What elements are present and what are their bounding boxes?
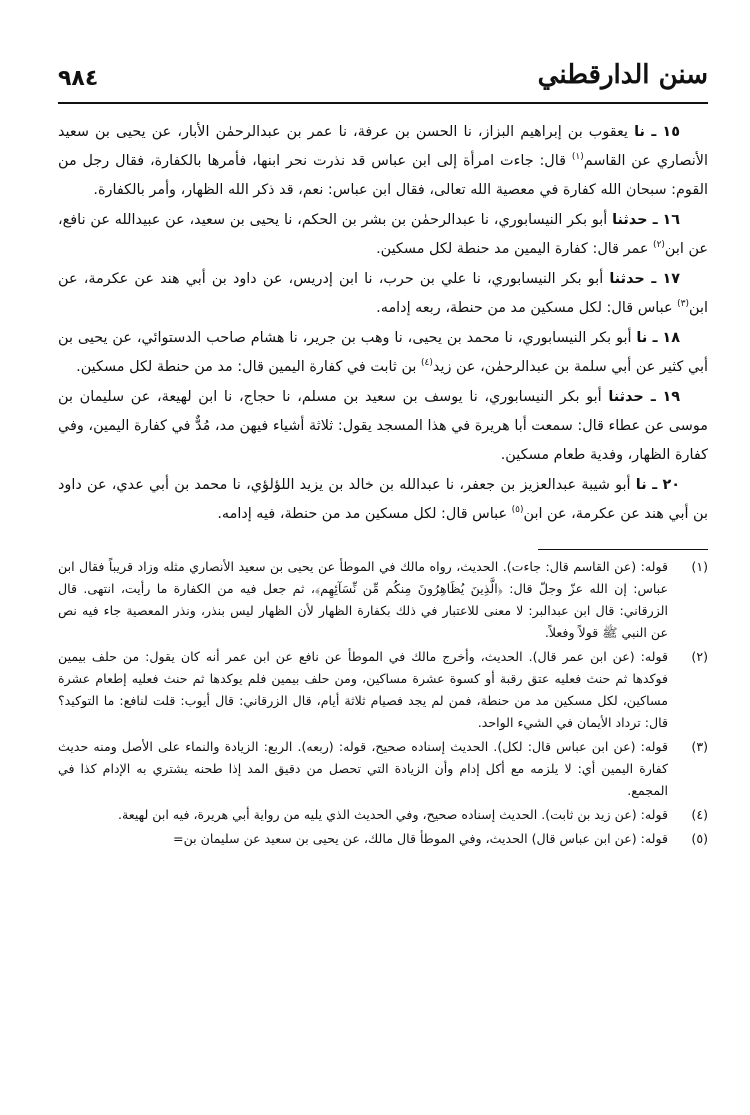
hadith-body: أبو شيبة عبدالعزيز بن جعفر، نا عبدالله بن خالد بن يزيد اللؤلؤي، نا محمد بن أبي عدي، عن داود بن أبي هند عن عكرمة، عن ابن: [58, 477, 708, 522]
hadith-chain-word: نا: [635, 477, 647, 493]
hadith-body: أبو بكر النيسابوري، نا علي بن حرب، نا ابن إدريس، عن داود بن أبي هند عن عكرمة، عن ابن: [58, 271, 708, 316]
footnote-5: [58, 828, 708, 850]
hadith-body: عمر قال: كفارة اليمين مد حنطة لكل مسكين.: [376, 241, 654, 257]
footnote-number: (٣): [691, 739, 708, 754]
hadith-chain-word: حدثنا: [612, 212, 648, 228]
hadith-number: ١٧: [662, 271, 681, 287]
hadith-body: أبو بكر النيسابوري، نا يوسف بن سعيد بن مسلم، نا حجاج، نا ابن لهيعة، عن سليمان بن موسى عن عطاء قال: سمعت أبا هريرة في هذا المسجد يقول: ثلاثة أشياء فيهن مد، مُدٌّ في كفارة اليمين، وفي كفارة الظهار، وفدية طعام مسكين.: [58, 389, 708, 463]
footnote-number: (٤): [691, 807, 708, 822]
footnote-divider: [538, 549, 708, 550]
hadith-chain-word: حدثنا: [609, 271, 645, 287]
footnote-ref[interactable]: (٢): [653, 240, 665, 251]
footnote-number: (٢): [691, 649, 708, 664]
hadith-18: ١٨ ـ نا أبو بكر النيسابوري، نا محمد بن يحيى، نا وهب بن جرير، نا هشام صاحب الدستوائي، عن يحيى بن أبي كثير عن أبي سلمة بن عبدالرحمٰن، عن زيد$^{(٤)}$ بن ثابت في كفارة اليمين قال: مد من حنطة لكل مسكين.: [58, 330, 708, 375]
hadith-text: [58, 118, 708, 529]
hadith-chain-word: نا: [636, 330, 648, 346]
hadith-number: ١٩: [662, 389, 681, 405]
book-page: [58, 60, 708, 1100]
hadith-number: ١٨: [662, 330, 680, 346]
footnote-text: قوله: (عن القاسم قال: جاءت). الحديث، رواه مالك في الموطأ عن يحيى بن سعيد الأنصاري مثله وزاد قريباً فقال ابن عباس: إن الله عزّ وجلّ قال: ﴿الَّذِينَ يُظَاهِرُونَ مِنكُم مِّن نِّسَآئِهِم﴾، ثم جعل فيه من الكفارة ما رأيت، انتهى. قال الزرقاني: قال ابن عبدالبر: لا معنى للاعتبار في ذلك بكفارة الظهار لأن الظهار ليس بنذر، ونذر المعصية جاء فيه نص عن النبي ﷺ قولاً وفعلاً.: [58, 559, 668, 640]
hadith-number: ١٥: [662, 124, 680, 140]
hadith-body: قال: جاءت امرأة إلى ابن عباس قد نذرت نحر ابنها، فأمرها بالكفارة، فقال رجل من القوم: سبحان الله كفارة في معصية الله تعالى، فقال ابن عباس: نعم، قد ذكر الله الظهار، وأمر بالكفارة.: [58, 153, 708, 198]
hadith-body: أبو بكر النيسابوري، نا عبدالرحمٰن بن بشر بن الحكم، نا يحيى بن سعيد، عن عبيدالله عن نافع، عن ابن: [58, 212, 708, 257]
footnote-text: قوله: (عن ابن عباس قال) الحديث، وفي الموطأ قال مالك، عن يحيى بن سعيد عن سليمان بن=: [173, 831, 668, 846]
hadith-number: ١٦: [662, 212, 681, 228]
footnote-ref[interactable]: (٥): [511, 505, 524, 516]
footnotes: [58, 556, 708, 850]
footnote-ref[interactable]: (٣): [677, 299, 690, 310]
footnote-1: [58, 556, 708, 644]
hadith-17: ١٧ ـ حدثنا أبو بكر النيسابوري، نا علي بن حرب، نا ابن إدريس، عن داود بن أبي هند عن عكرمة، عن ابن$^{(٣)}$ عباس قال: لكل مسكين مد من حنطة، ربعه إدامه.: [58, 271, 708, 316]
footnote-4: [58, 804, 708, 826]
page-header: [58, 60, 708, 104]
hadith-body: بن ثابت في كفارة اليمين قال: مد من حنطة لكل مسكين.: [76, 359, 422, 375]
footnote-ref[interactable]: (٤): [421, 358, 433, 369]
hadith-body: يعقوب بن إبراهيم البزاز، نا الحسن بن عرفة، نا عمر بن عبدالرحمٰن الأبار، عن يحيى بن سعيد الأنصاري عن القاسم: [58, 124, 708, 169]
hadith-chain-word: نا: [634, 124, 645, 140]
hadith-body: عباس قال: لكل مسكين مد من حنطة، ربعه إدامه.: [376, 300, 678, 316]
hadith-body: عباس قال: لكل مسكين مد من حنطة، فيه إدامه.: [217, 506, 512, 522]
footnote-text: قوله: (عن ابن عمر قال). الحديث، وأخرج مالك في الموطأ عن نافع عن ابن عمر أنه كان يقول: من حلف بيمين فوكدها ثم حنث فعليه عتق رقبة أو كسوة عشرة مساكين، ومن حلف بيمين فلم يوكدها ثم حنث فعليه إطعام عشرة مساكين، لكل مسكين مد من حنطة، فمن لم يجد فصيام ثلاثة أيام، قال الزرقاني: قال أيوب: قلت لنافع: ما التوكيد؟ قال: ترداد الأيمان في الشيء الواحد.: [58, 649, 668, 730]
hadith-20: ٢٠ ـ نا أبو شيبة عبدالعزيز بن جعفر، نا عبدالله بن خالد بن يزيد اللؤلؤي، نا محمد بن أبي عدي، عن داود بن أبي هند عن عكرمة، عن ابن$^{(٥)}$ عباس قال: لكل مسكين مد من حنطة، فيه إدامه.: [58, 477, 708, 522]
page-number: ٩٨٤: [58, 66, 99, 91]
footnote-text: قوله: (عن ابن عباس قال: لكل). الحديث إسناده صحيح، قوله: (ربعه). الربع: الزيادة والنماء على الأصل ومنه حديث كفارة اليمين أي: لا يلزمه مع أكل إدام وأن الزيادة التي تحصل من دقيق المد إذا طحنه يشتري به الإدام كذا في المجمع.: [58, 739, 668, 798]
hadith-chain-word: حدثنا: [608, 389, 644, 405]
footnote-3: [58, 736, 708, 802]
hadith-19: ١٩ ـ حدثنا أبو بكر النيسابوري، نا يوسف بن سعيد بن مسلم، نا حجاج، نا ابن لهيعة، عن سليمان بن موسى عن عطاء قال: سمعت أبا هريرة في هذا المسجد يقول: ثلاثة أشياء فيهن مد، مُدٌّ في كفارة اليمين، وفي كفارة الظهار، وفدية طعام مسكين.: [58, 389, 708, 463]
hadith-15: ١٥ ـ نا يعقوب بن إبراهيم البزاز، نا الحسن بن عرفة، نا عمر بن عبدالرحمٰن الأبار، عن يحيى بن سعيد الأنصاري عن القاسم$^{(١)}$ قال: جاءت امرأة إلى ابن عباس قد نذرت نحر ابنها، فأمرها بالكفارة، فقال رجل من القوم: سبحان الله كفارة في معصية الله تعالى، فقال ابن عباس: نعم، قد ذكر الله الظهار، وأمر بالكفارة.: [58, 124, 708, 198]
footnote-number: (١): [691, 559, 708, 574]
footnote-number: (٥): [691, 831, 708, 846]
hadith-16: ١٦ ـ حدثنا أبو بكر النيسابوري، نا عبدالرحمٰن بن بشر بن الحكم، نا يحيى بن سعيد، عن عبيدالله عن نافع، عن ابن$^{(٢)}$ عمر قال: كفارة اليمين مد حنطة لكل مسكين.: [58, 212, 708, 257]
hadith-number: ٢٠: [662, 477, 681, 493]
footnote-ref[interactable]: (١): [571, 152, 584, 163]
book-title: سنن الدارقطني: [537, 60, 708, 90]
footnote-2: [58, 646, 708, 734]
hadith-body: أبو بكر النيسابوري، نا محمد بن يحيى، نا وهب بن جرير، نا هشام صاحب الدستوائي، عن يحيى بن أبي كثير عن أبي سلمة بن عبدالرحمٰن، عن زيد: [58, 330, 708, 375]
footnote-text: قوله: (عن زيد بن ثابت). الحديث إسناده صحيح، وفي الحديث الذي يليه من رواية أبي هريرة، فيه ابن لهيعة.: [118, 807, 668, 822]
